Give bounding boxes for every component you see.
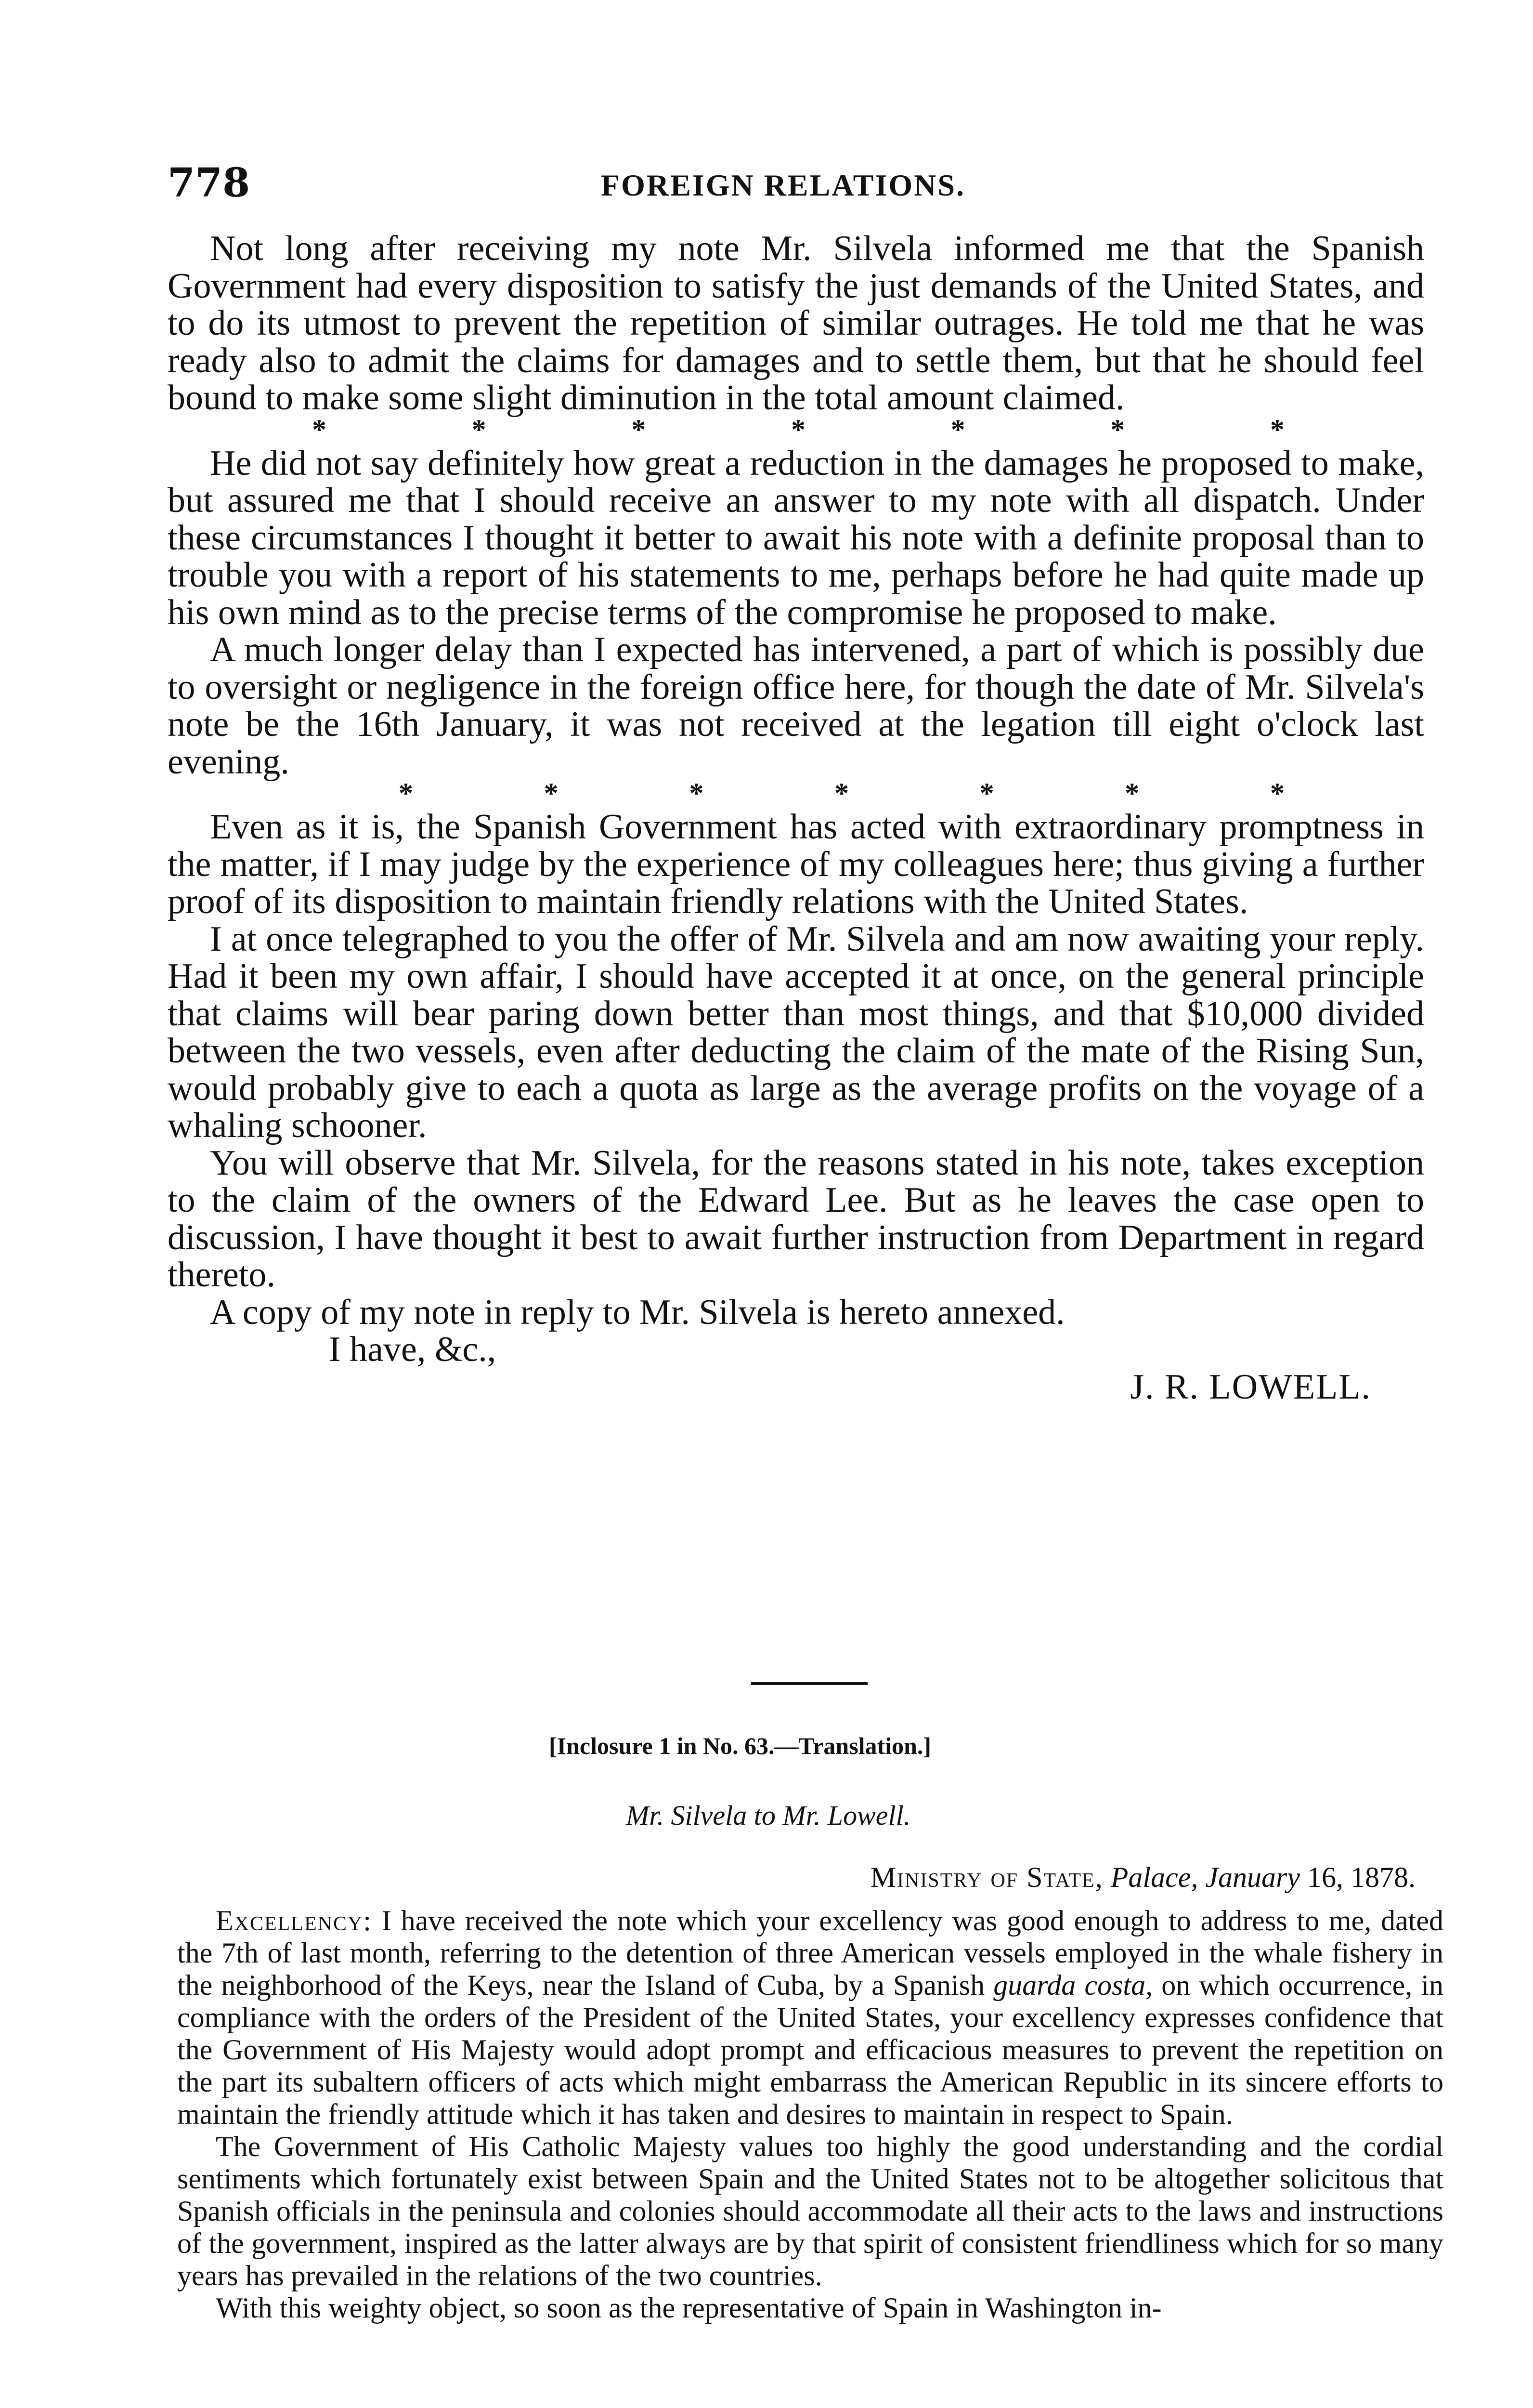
section-divider [751,1682,868,1685]
letter-paragraph-1-rest: on which occurrence, in compliance with the orders of the President of the United States, your excellency expresses confidence that the Government of His Majesty would adopt prompt and efficacious measures to prevent the repetition on the part its subaltern officers of acts which might embarrass the American Republic in its sincere efforts to maintain the friendly attitude which it has taken and desires to maintain in respect to Spain. [177,1969,1444,2130]
paragraph-2: He did not say definitely how great a reduction in the damages he proposed to make, but assured me that I should receive an answer to my note with all dispatch. Under these circumstances I thought it better to await his note with a definite proposal than to trouble you with a report of his statements to me, perhaps before he had quite made up his own mind as to the precise terms of the compromise he proposed to make. [168,443,1424,632]
dateline-palace: Palace, [1110,1861,1198,1893]
letter-paragraph-1 [177,1905,1443,2131]
signature: J. R. LOWELL. [1130,1367,1371,1407]
asterisk: * [689,777,704,809]
dispatch-body [168,230,1424,1406]
letter-dateline [732,1858,1416,1897]
dateline-month: January [1205,1861,1300,1893]
asterisk: * [1110,413,1125,445]
page-header [168,159,1415,207]
paragraph-6: You will observe that Mr. Silvela, for the reasons stated in his note, takes exception to the claim of the owners of the Edward Lee. But as he leaves the case open to discussion, I have thought it best to await further instruction from Department in regard thereto. [168,1143,1424,1295]
paragraph-4: Even as it is, the Spanish Government has acted with extraordinary promptness in the matter, if I may judge by the experience of my colleagues here; thus giving a further proof of its disposition to maintain friendly relations with the United States. [168,807,1424,921]
letter-paragraph-1-text: I have received the note which your excellency was good enough to address to me, dated the 7th of last month, referring to the detention of three American vessels employed in the whale fishery in the neighborhood of the Keys, near the Island of Cuba, by a Spanish [177,1905,1444,2001]
asterisk: * [544,777,559,809]
dateline-place: Ministry of State, [870,1861,1104,1893]
letter-title: Mr. Silvela to Mr. Lowell. [626,1800,911,1831]
letter-body [177,1905,1443,2324]
letter-paragraph-2: The Government of His Catholic Majesty values too highly the good understanding and the cordial sentiments which fortunately exist between Spain and the United States not to be altogether solicitous that Spanish officials in the peninsula and colonies should accommodate all their acts to the laws and instructions of the government, inspired as the latter always are by that spirit of consistent friendliness which for so many years has prevailed in the relations of the two countries. [177,2131,1443,2291]
asterisk: * [834,777,849,809]
dateline-day-year: 16, 1878. [1307,1861,1416,1893]
asterisk: * [471,413,486,445]
asterisk-break-1 [168,413,1424,445]
paragraph-1: Not long after receiving my note Mr. Silvela informed me that the Spanish Government had every disposition to satisfy the just demands of the United States, and to do its utmost to prevent the repetition of similar outrages. He told me that he was ready also to admit the claims for damages and to settle them, but that he should feel bound to make some slight diminution in the total amount claimed. [168,229,1424,418]
italic-term: guarda costa, [993,1969,1153,2001]
asterisk: * [631,413,646,445]
asterisk: * [979,777,994,809]
salutation: Excellency: [216,1905,372,1937]
paragraph-5: I at once telegraphed to you the offer of Mr. Silvela and am now awaiting your reply. Had it been my own affair, I should have accepted it at once, on the general principle that claims will bear paring down better than most things, and that $10,000 divided between the two vessels, even after deducting the claim of the mate of the Rising Sun, would probably give to each a quota as large as the average profits on the voyage of a whaling schooner. [168,919,1424,1145]
asterisk: * [312,413,326,445]
asterisk: * [950,413,965,445]
paragraph-3: A much longer delay than I expected has intervened, a part of which is possibly due to oversight or negligence in the foreign office here, for though the date of Mr. Silvela's note be the 16th January, it was not received at the legation till eight o'clock last evening. [168,630,1424,782]
paragraph-7: A copy of my note in reply to Mr. Silvela is hereto annexed. [210,1292,1065,1332]
asterisk: * [399,777,413,809]
inclosure-heading: [Inclosure 1 in No. 63.—Translation.] [549,1732,932,1759]
asterisk-break-2 [168,777,1424,809]
asterisk: * [791,413,805,445]
running-title: FOREIGN RELATIONS. [601,168,965,202]
asterisk: * [1270,777,1285,809]
asterisk: * [1125,777,1140,809]
page-number: 778 [168,160,250,206]
closing-line: I have, &c., [329,1330,496,1369]
asterisk: * [1270,413,1285,445]
letter-paragraph-3: With this weighty object, so soon as the representative of Spain in Washington in- [216,2292,1162,2324]
